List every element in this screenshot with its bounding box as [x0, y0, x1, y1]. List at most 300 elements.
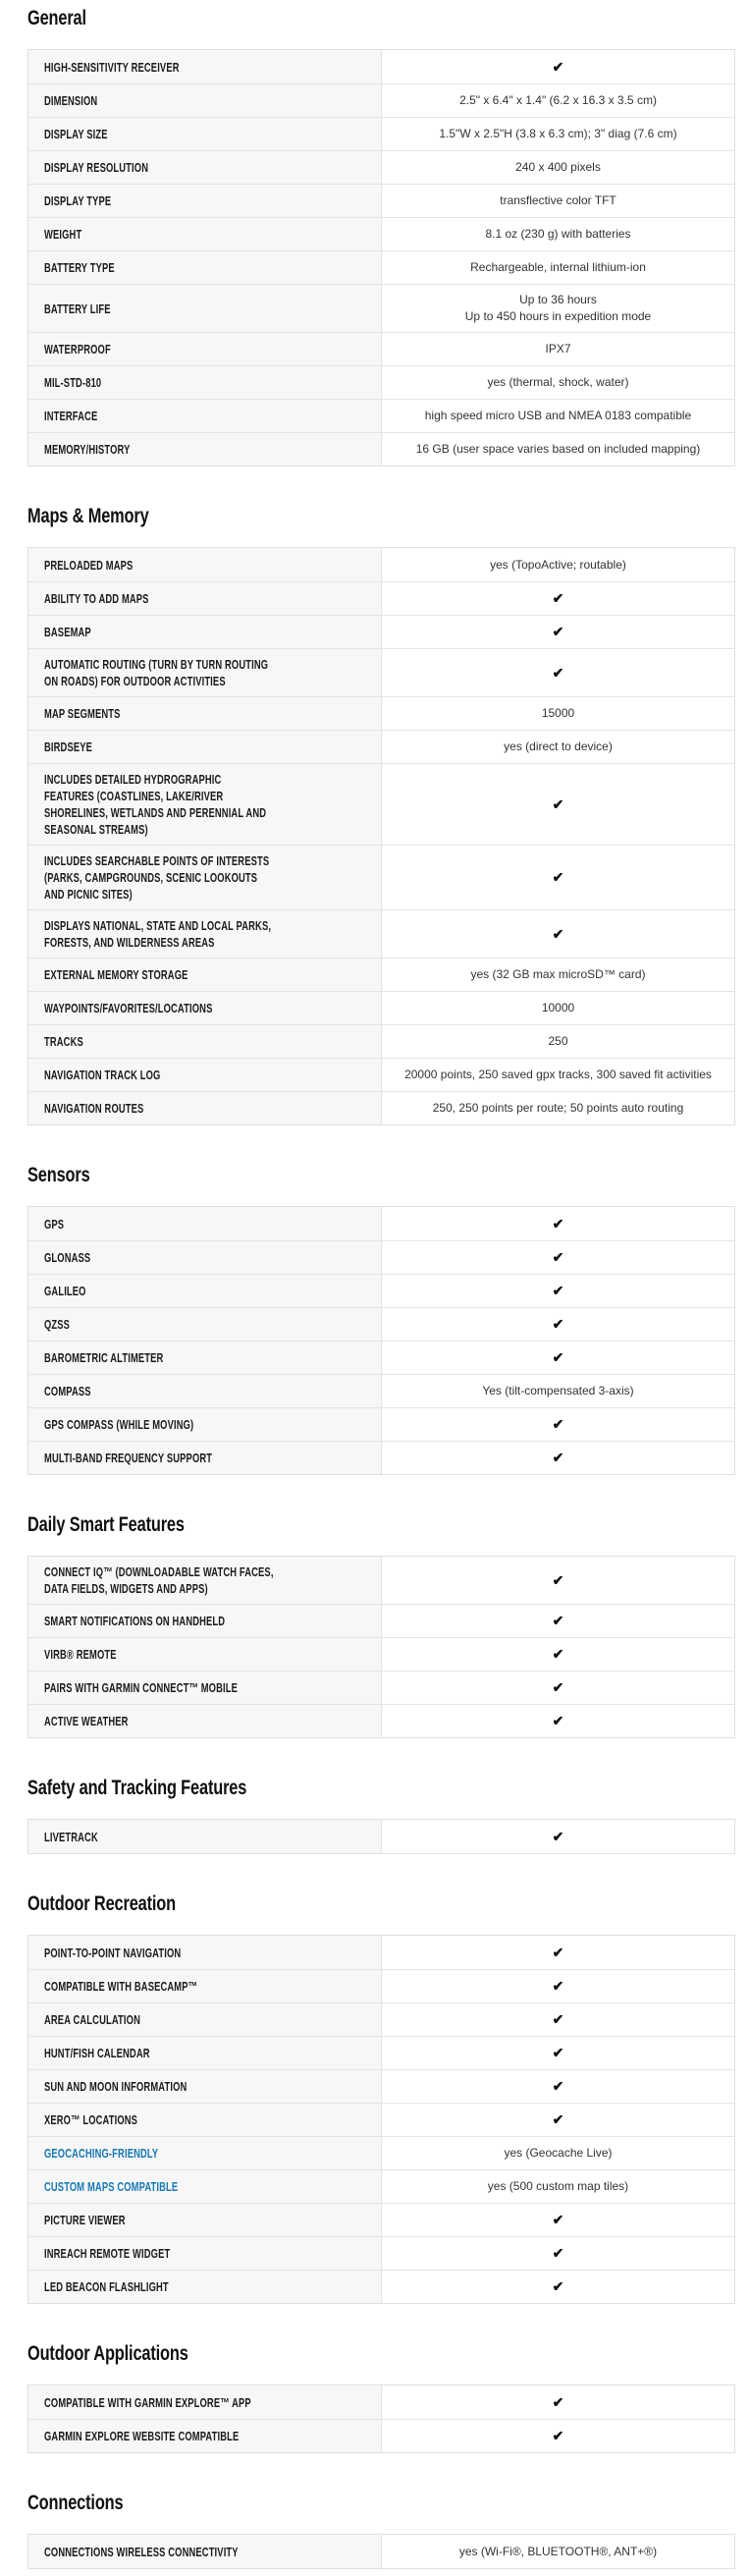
spec-label-cell	[28, 1308, 382, 1341]
spec-label-cell	[28, 333, 382, 365]
spec-value-cell	[382, 846, 734, 909]
table-row	[28, 648, 734, 696]
section-title	[27, 8, 735, 29]
table-row	[28, 117, 734, 150]
spec-label: GALILEO	[44, 1284, 86, 1298]
spec-label-cell	[28, 84, 382, 117]
spec-value: 15000	[541, 706, 575, 720]
spec-value: yes (500 custom map tiles)	[487, 2179, 629, 2193]
spec-value-cell	[382, 366, 734, 399]
table-row	[28, 2069, 734, 2103]
checkmark-icon: ✔	[552, 1283, 564, 1298]
checkmark-icon: ✔	[552, 1679, 564, 1695]
table-row	[28, 581, 734, 615]
spec-value-cell	[382, 285, 734, 332]
spec-value: 2.5" x 6.4" x 1.4" (6.2 x 16.3 x 3.5 cm)	[459, 93, 657, 107]
spec-value: 250, 250 points per route; 50 points auto routing	[432, 1101, 684, 1115]
spec-value: yes (thermal, shock, water)	[487, 375, 629, 389]
spec-value-cell	[382, 582, 734, 615]
spec-value-cell	[382, 2204, 734, 2236]
checkmark-icon: ✔	[552, 2011, 564, 2027]
spec-value-cell	[382, 1059, 734, 1091]
table-row	[28, 958, 734, 991]
checkmark-icon: ✔	[552, 1215, 564, 1232]
spec-table	[27, 49, 735, 466]
spec-label-cell	[28, 2271, 382, 2303]
spec-label: BAROMETRIC ALTIMETER	[44, 1350, 164, 1365]
spec-section	[27, 2343, 735, 2453]
spec-value-cell	[382, 1442, 734, 1474]
spec-value-cell	[382, 2104, 734, 2136]
spec-label-cell	[28, 118, 382, 150]
checkmark-icon: ✔	[552, 1978, 564, 1994]
table-row	[28, 1969, 734, 2002]
checkmark-icon: ✔	[552, 925, 564, 942]
spec-value: 10000	[541, 1001, 575, 1014]
spec-label: BASEMAP	[44, 625, 91, 639]
spec-label: WEIGHT	[44, 227, 82, 242]
spec-label-cell	[28, 2535, 382, 2568]
checkmark-icon: ✔	[552, 1828, 564, 1844]
spec-value: 250	[548, 1034, 568, 1048]
spec-section	[27, 8, 735, 466]
table-row	[28, 184, 734, 217]
spec-value: 240 x 400 pixels	[515, 160, 601, 174]
spec-value-cell	[382, 1408, 734, 1441]
spec-value-cell	[382, 2420, 734, 2452]
table-row	[28, 1341, 734, 1374]
table-row	[28, 845, 734, 909]
spec-label-cell	[28, 251, 382, 284]
spec-label-cell	[28, 1705, 382, 1737]
spec-label-cell	[28, 731, 382, 763]
spec-value: transflective color TFT	[500, 193, 616, 207]
spec-value-cell	[382, 910, 734, 958]
section-title	[27, 1778, 735, 1799]
spec-value-cell	[382, 1638, 734, 1671]
checkmark-icon: ✔	[552, 664, 564, 681]
spec-label: INREACH REMOTE WIDGET	[44, 2246, 171, 2261]
spec-value: IPX7	[545, 342, 571, 356]
spec-label-cell	[28, 1442, 382, 1474]
section-title	[27, 2343, 735, 2365]
checkmark-icon: ✔	[552, 58, 564, 75]
spec-value-line: Up to 36 hours	[519, 293, 597, 306]
spec-label-cell	[28, 697, 382, 730]
spec-label: INCLUDES SEARCHABLE POINTS OF INTERESTS (PARKS, CAMPGROUNDS, SCENIC LOOKOUTS AND PICNIC SITES)	[44, 853, 270, 902]
spec-section	[27, 1165, 735, 1475]
table-row	[28, 1936, 734, 1969]
spec-value-cell	[382, 2535, 734, 2568]
checkmark-icon: ✔	[552, 1316, 564, 1332]
spec-section	[27, 506, 735, 1125]
spec-value-cell	[382, 2385, 734, 2419]
spec-table	[27, 1556, 735, 1738]
spec-label-cell	[28, 910, 382, 958]
spec-value: 1.5"W x 2.5"H (3.8 x 6.3 cm); 3" diag (7.6 cm)	[439, 127, 677, 140]
table-row	[28, 1240, 734, 1274]
checkmark-icon: ✔	[552, 624, 564, 639]
checkmark-icon: ✔	[552, 1944, 564, 1960]
table-row	[28, 1671, 734, 1704]
spec-section	[27, 1893, 735, 2304]
spec-section	[27, 1778, 735, 1854]
section-title	[27, 1514, 735, 1536]
section-title-text: Safety and Tracking Features	[27, 1777, 247, 1799]
spec-label-cell	[28, 1342, 382, 1374]
spec-value-cell	[382, 1557, 734, 1604]
spec-value-cell	[382, 649, 734, 696]
checkmark-icon: ✔	[552, 2111, 564, 2127]
spec-label: GPS COMPASS (WHILE MOVING)	[44, 1417, 194, 1432]
spec-label-cell	[28, 1092, 382, 1124]
table-row	[28, 50, 734, 83]
spec-label-cell	[28, 2070, 382, 2103]
spec-label-cell	[28, 1059, 382, 1091]
table-row	[28, 1274, 734, 1307]
checkmark-icon: ✔	[552, 1713, 564, 1728]
spec-value: yes (32 GB max microSD™ card)	[470, 967, 646, 981]
checkmark-icon: ✔	[552, 1646, 564, 1662]
spec-label: DIMENSION	[44, 93, 98, 108]
spec-value-line: Up to 450 hours in expedition mode	[464, 309, 652, 323]
spec-value-cell	[382, 1275, 734, 1307]
spec-label: MULTI-BAND FREQUENCY SUPPORT	[44, 1451, 213, 1465]
table-row	[28, 1091, 734, 1124]
spec-value-cell	[382, 764, 734, 845]
spec-label: DISPLAY TYPE	[44, 193, 112, 208]
spec-value-cell	[382, 548, 734, 581]
table-row	[28, 1407, 734, 1441]
spec-label: BATTERY TYPE	[44, 260, 115, 275]
spec-value: yes (Geocache Live)	[504, 2146, 613, 2160]
spec-label-cell	[28, 1025, 382, 1058]
spec-label-cell	[28, 992, 382, 1024]
spec-label: HUNT/FISH CALENDAR	[44, 2046, 150, 2060]
table-row	[28, 217, 734, 250]
table-row	[28, 2236, 734, 2270]
table-row	[28, 2169, 734, 2203]
spec-label: COMPATIBLE WITH BASECAMP™	[44, 1979, 198, 1994]
spec-value: Rechargeable, internal lithium-ion	[470, 260, 646, 274]
checkmark-icon: ✔	[552, 1349, 564, 1365]
spec-label-cell	[28, 2137, 382, 2169]
spec-value-cell	[382, 1207, 734, 1240]
spec-label: INCLUDES DETAILED HYDROGRAPHIC FEATURES (COASTLINES, LAKE/RIVER SHORELINES, WETLANDS AND PERENNIAL AND SEASONAL STREAMS)	[44, 772, 267, 837]
checkmark-icon: ✔	[552, 795, 564, 812]
spec-label: QZSS	[44, 1317, 71, 1332]
spec-label-cell	[28, 185, 382, 217]
spec-label: MIL-STD-810	[44, 375, 102, 390]
spec-value-cell	[382, 2271, 734, 2303]
table-row	[28, 1637, 734, 1671]
spec-label-cell	[28, 1275, 382, 1307]
section-title	[27, 506, 735, 527]
section-title-text: Sensors	[27, 1164, 90, 1186]
spec-label-cell	[28, 1557, 382, 1604]
spec-label: NAVIGATION ROUTES	[44, 1101, 144, 1116]
spec-label-cell	[28, 1936, 382, 1969]
spec-label: PAIRS WITH GARMIN CONNECT™ MOBILE	[44, 1680, 238, 1695]
table-row	[28, 250, 734, 284]
spec-label-cell	[28, 649, 382, 696]
table-row	[28, 1374, 734, 1407]
table-row	[28, 365, 734, 399]
spec-table	[27, 2384, 735, 2453]
spec-table	[27, 1206, 735, 1475]
checkmark-icon: ✔	[552, 2212, 564, 2227]
section-title	[27, 1893, 735, 1915]
table-row	[28, 332, 734, 365]
spec-label: MEMORY/HISTORY	[44, 442, 131, 457]
spec-value-cell	[382, 731, 734, 763]
spec-label-cell	[28, 2170, 382, 2203]
spec-value-cell	[382, 1936, 734, 1969]
section-title-text: Maps & Memory	[27, 505, 149, 527]
spec-label: MAP SEGMENTS	[44, 706, 121, 721]
table-row	[28, 2385, 734, 2419]
checkmark-icon: ✔	[552, 2245, 564, 2261]
table-row	[28, 1058, 734, 1091]
spec-label: NAVIGATION TRACK LOG	[44, 1068, 161, 1082]
section-title-text: General	[27, 7, 86, 29]
spec-value-cell	[382, 2137, 734, 2169]
spec-value: yes (TopoActive; routable)	[490, 557, 626, 572]
table-row	[28, 1024, 734, 1058]
section-title	[27, 1165, 735, 1186]
spec-value-cell	[382, 185, 734, 217]
spec-value: 16 GB (user space varies based on included mapping)	[415, 442, 701, 456]
table-row	[28, 1557, 734, 1604]
spec-label-cell	[28, 285, 382, 332]
spec-value: 8.1 oz (230 g) with batteries	[485, 227, 631, 241]
spec-label-cell	[28, 1672, 382, 1704]
spec-label-link[interactable]: GEOCACHING-FRIENDLY	[44, 2146, 159, 2161]
spec-section	[27, 1514, 735, 1738]
table-row	[28, 730, 734, 763]
spec-label-cell	[28, 1375, 382, 1407]
table-row	[28, 615, 734, 648]
checkmark-icon: ✔	[552, 1249, 564, 1265]
spec-value-cell	[382, 151, 734, 184]
spec-label-cell	[28, 433, 382, 466]
spec-label: SUN AND MOON INFORMATION	[44, 2079, 188, 2094]
spec-label-cell	[28, 1241, 382, 1274]
spec-label: TRACKS	[44, 1034, 83, 1049]
spec-value-cell	[382, 1241, 734, 1274]
spec-label-cell	[28, 959, 382, 991]
spec-label-cell	[28, 218, 382, 250]
spec-label-cell	[28, 582, 382, 615]
table-row	[28, 2036, 734, 2069]
spec-label-cell	[28, 366, 382, 399]
table-row	[28, 2270, 734, 2303]
spec-value-cell	[382, 992, 734, 1024]
table-row	[28, 763, 734, 845]
spec-label: HIGH-SENSITIVITY RECEIVER	[44, 59, 180, 75]
spec-label: LED BEACON FLASHLIGHT	[44, 2279, 169, 2294]
spec-label: EXTERNAL MEMORY STORAGE	[44, 967, 188, 982]
spec-label: AUTOMATIC ROUTING (TURN BY TURN ROUTING ON ROADS) FOR OUTDOOR ACTIVITIES	[44, 657, 269, 688]
spec-value-cell	[382, 616, 734, 648]
spec-value: yes (Wi-Fi®, BLUETOOTH®, ANT+®)	[458, 2544, 658, 2558]
spec-value-cell	[382, 697, 734, 730]
spec-value-cell	[382, 1705, 734, 1737]
spec-label-cell	[28, 400, 382, 432]
spec-value-cell	[382, 1308, 734, 1341]
table-row	[28, 83, 734, 117]
spec-value-cell	[382, 2037, 734, 2069]
spec-label-cell	[28, 2104, 382, 2136]
table-row	[28, 696, 734, 730]
spec-value-cell	[382, 2237, 734, 2270]
spec-value-cell	[382, 1092, 734, 1124]
table-row	[28, 399, 734, 432]
table-row	[28, 2002, 734, 2036]
spec-value-cell	[382, 50, 734, 83]
table-row	[28, 2136, 734, 2169]
spec-label: DISPLAYS NATIONAL, STATE AND LOCAL PARKS, FORESTS, AND WILDERNESS AREAS	[44, 918, 272, 950]
spec-value-cell	[382, 1970, 734, 2002]
table-row	[28, 1441, 734, 1474]
table-row	[28, 1307, 734, 1341]
section-title-text: Outdoor Applications	[27, 2342, 188, 2365]
spec-value-cell	[382, 251, 734, 284]
spec-label: DISPLAY SIZE	[44, 127, 108, 141]
spec-value-cell	[382, 84, 734, 117]
table-row	[28, 2103, 734, 2136]
spec-table	[27, 1935, 735, 2304]
checkmark-icon: ✔	[552, 2393, 564, 2410]
spec-label: BIRDSEYE	[44, 740, 93, 754]
table-row	[28, 548, 734, 581]
spec-label-cell	[28, 548, 382, 581]
checkmark-icon: ✔	[552, 590, 564, 606]
spec-label: CONNECT IQ™ (DOWNLOADABLE WATCH FACES, DATA FIELDS, WIDGETS AND APPS)	[44, 1564, 274, 1596]
checkmark-icon: ✔	[552, 1416, 564, 1432]
spec-label: AREA CALCULATION	[44, 2012, 140, 2027]
spec-label: BATTERY LIFE	[44, 301, 111, 316]
spec-label-cell	[28, 616, 382, 648]
spec-label-cell	[28, 2003, 382, 2036]
spec-label-cell	[28, 2385, 382, 2419]
table-row	[28, 284, 734, 332]
checkmark-icon: ✔	[552, 1613, 564, 1628]
spec-value: yes (direct to device)	[504, 740, 613, 753]
spec-label: POINT-TO-POINT NAVIGATION	[44, 1945, 182, 1960]
spec-value: high speed micro USB and NMEA 0183 compatible	[424, 409, 692, 422]
spec-value-cell	[382, 433, 734, 466]
section-title	[27, 2493, 735, 2514]
spec-value-cell	[382, 2070, 734, 2103]
spec-value-cell	[382, 400, 734, 432]
spec-label-cell	[28, 1408, 382, 1441]
spec-label: GLONASS	[44, 1250, 91, 1265]
checkmark-icon: ✔	[552, 1571, 564, 1588]
table-row	[28, 991, 734, 1024]
spec-value-cell	[382, 1605, 734, 1637]
spec-label: COMPATIBLE WITH GARMIN EXPLORE™ APP	[44, 2394, 251, 2410]
spec-label: GARMIN EXPLORE WEBSITE COMPATIBLE	[44, 2429, 240, 2443]
table-row	[28, 909, 734, 958]
table-row	[28, 1820, 734, 1853]
spec-label-cell	[28, 764, 382, 845]
section-title-text: Daily Smart Features	[27, 1513, 185, 1536]
table-row	[28, 2535, 734, 2568]
spec-label: GPS	[44, 1216, 65, 1232]
spec-label-cell	[28, 846, 382, 909]
spec-label: DISPLAY RESOLUTION	[44, 160, 149, 175]
spec-value-cell	[382, 333, 734, 365]
spec-table	[27, 2534, 735, 2569]
spec-value-cell	[382, 1025, 734, 1058]
spec-section	[27, 2493, 735, 2569]
spec-label-cell	[28, 2420, 382, 2452]
table-row	[28, 1704, 734, 1737]
spec-label: SMART NOTIFICATIONS ON HANDHELD	[44, 1614, 226, 1628]
spec-label-cell	[28, 1605, 382, 1637]
spec-label: ACTIVE WEATHER	[44, 1714, 129, 1728]
table-row	[28, 2419, 734, 2452]
spec-label: WAYPOINTS/FAVORITES/LOCATIONS	[44, 1001, 213, 1015]
spec-value-cell	[382, 2003, 734, 2036]
spec-label-cell	[28, 1970, 382, 2002]
table-row	[28, 150, 734, 184]
spec-value-cell	[382, 118, 734, 150]
checkmark-icon: ✔	[552, 2278, 564, 2294]
spec-table	[27, 1819, 735, 1854]
spec-label-cell	[28, 50, 382, 83]
spec-label-cell	[28, 151, 382, 184]
spec-value	[465, 292, 651, 325]
spec-value-cell	[382, 1375, 734, 1407]
spec-value: Yes (tilt-compensated 3-axis)	[482, 1384, 634, 1398]
spec-table	[27, 547, 735, 1125]
spec-label: COMPASS	[44, 1384, 91, 1398]
section-title-text: Outdoor Recreation	[27, 1892, 177, 1915]
table-row	[28, 432, 734, 466]
checkmark-icon: ✔	[552, 869, 564, 885]
spec-label-cell	[28, 1820, 382, 1853]
spec-value-cell	[382, 218, 734, 250]
spec-value-cell	[382, 1820, 734, 1853]
spec-value-cell	[382, 959, 734, 991]
spec-label-cell	[28, 1638, 382, 1671]
spec-value: 20000 points, 250 saved gpx tracks, 300 saved fit activities	[404, 1068, 712, 1081]
spec-value-cell	[382, 1342, 734, 1374]
spec-label: CONNECTIONS WIRELESS CONNECTIVITY	[44, 2544, 239, 2559]
spec-label-link[interactable]: CUSTOM MAPS COMPATIBLE	[44, 2179, 179, 2194]
checkmark-icon: ✔	[552, 2045, 564, 2060]
table-row	[28, 2203, 734, 2236]
spec-label: XERO™ LOCATIONS	[44, 2112, 138, 2127]
spec-label: WATERPROOF	[44, 342, 111, 356]
spec-label: VIRB® REMOTE	[44, 1647, 117, 1662]
section-title-text: Connections	[27, 2492, 124, 2514]
spec-label-cell	[28, 2237, 382, 2270]
spec-value-cell	[382, 1672, 734, 1704]
spec-value-cell	[382, 2170, 734, 2203]
spec-label-cell	[28, 2037, 382, 2069]
spec-label: PICTURE VIEWER	[44, 2213, 126, 2227]
spec-label: LIVETRACK	[44, 1829, 98, 1844]
spec-label: PRELOADED MAPS	[44, 557, 134, 573]
table-row	[28, 1207, 734, 1240]
spec-label-cell	[28, 1207, 382, 1240]
spec-label-cell	[28, 2204, 382, 2236]
spec-label: ABILITY TO ADD MAPS	[44, 591, 149, 606]
spec-label: INTERFACE	[44, 409, 98, 423]
